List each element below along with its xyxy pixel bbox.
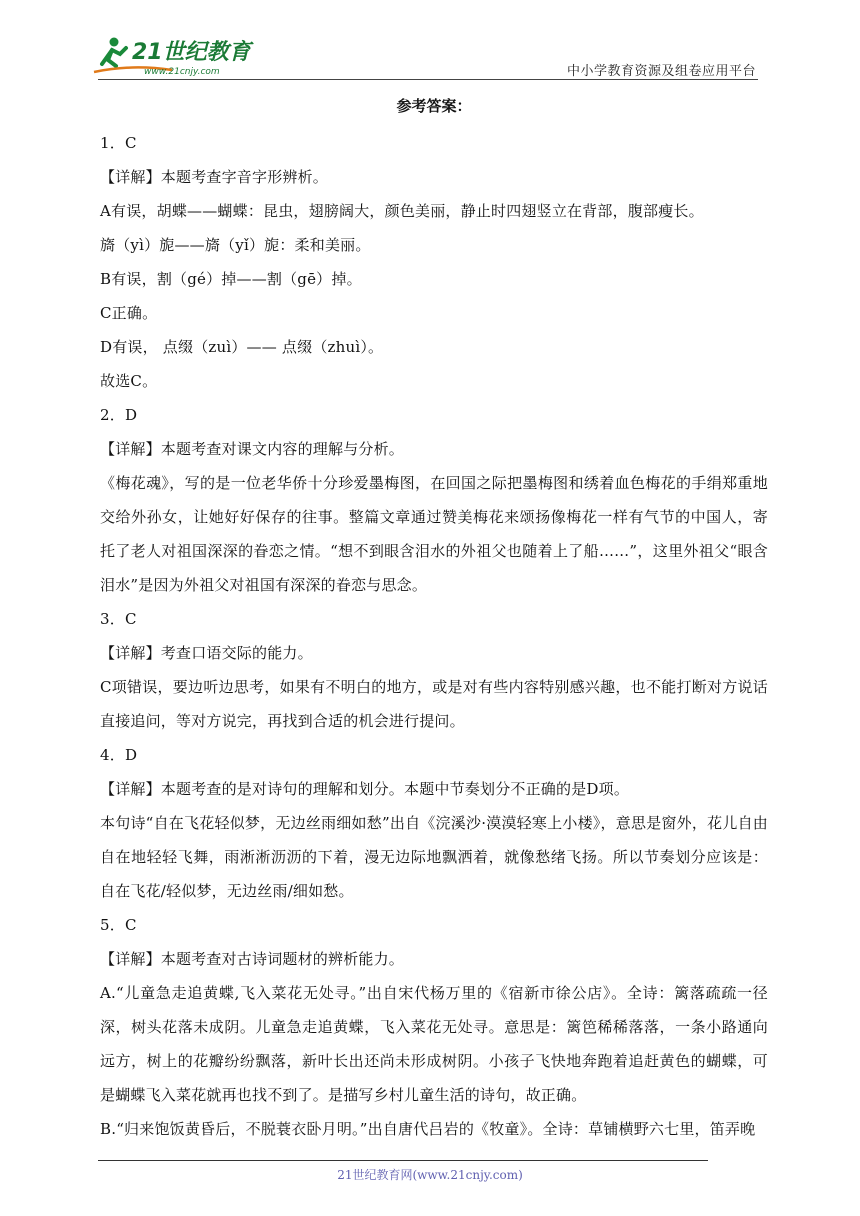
answer-line: 旖（yì）旎——旖（yǐ）旎：柔和美丽。 xyxy=(100,236,371,254)
answer-line: B有误，割（gé）掉——割（gē）掉。 xyxy=(100,270,362,288)
answer-line: 2．D xyxy=(100,406,138,424)
svg-text:21世纪教育: 21世纪教育 xyxy=(132,40,251,65)
answers-title: 参考答案： xyxy=(396,97,472,115)
answer-paragraph: C项错误，要边听边思考，如果有不明白的地方，或是对有些内容特别感兴趣，也不能打断对方说话直接追问，等对方说完，再找到合适的机会进行提问。 xyxy=(100,678,768,730)
answer-paragraph: 《梅花魂》，写的是一位老华侨十分珍爱墨梅图，在回国之际把墨梅图和绣着血色梅花的手绢郑重地交给外孙女，让她好好保存的往事。整篇文章通过赞美梅花来颂扬像梅花一样有气节的中国人，寄托了老人对祖国深深的眷恋之情。“想不到眼含泪水的外祖父也随着上了船……”，这里外祖父“眼含泪水”是因为外祖父对祖国有深深的眷恋与思念。 xyxy=(100,474,768,594)
answer-line: 3．C xyxy=(100,610,137,628)
answer-line: 【详解】本题考查的是对诗句的理解和划分。本题中节奏划分不正确的是D项。 xyxy=(100,780,630,798)
answer-line: 4．D xyxy=(100,746,138,764)
answer-line: B.“归来饱饭黄昏后，不脱蓑衣卧月明。”出自唐代吕岩的《牧童》。全诗：草铺横野六七里，笛弄晚 xyxy=(100,1120,756,1138)
answer-line: 故选C。 xyxy=(100,372,158,390)
header-divider xyxy=(98,79,758,80)
site-logo xyxy=(92,34,262,78)
answer-content xyxy=(100,96,768,1146)
answer-line: 1．C xyxy=(100,134,137,152)
answer-line: A有误，胡蝶——蝴蝶：昆虫，翅膀阔大，颜色美丽，静止时四翅竖立在背部，腹部瘦长。 xyxy=(100,202,704,220)
answer-paragraph: 本句诗“自在飞花轻似梦，无边丝雨细如愁”出自《浣溪沙·漠漠轻寒上小楼》，意思是窗外，花儿自由自在地轻轻飞舞，雨淅淅沥沥的下着，漫无边际地飘洒着，就像愁绪飞扬。所以节奏划分应该是：自在飞花/轻似梦，无边丝雨/细如愁。 xyxy=(100,814,768,900)
page-header xyxy=(0,0,860,82)
svg-text:www.21cnjy.com: www.21cnjy.com xyxy=(144,67,220,77)
answer-paragraph: A.“儿童急走追黄蝶,飞入菜花无处寻。”出自宋代杨万里的《宿新市徐公店》。全诗：篱落疏疏一径深，树头花落未成阴。儿童急走追黄蝶，飞入菜花无处寻。意思是：篱笆稀稀落落，一条小路通向远方，树上的花瓣纷纷飘落，新叶长出还尚未形成树阴。小孩子飞快地奔跑着追赶黄色的蝴蝶，可是蝴蝶飞入菜花就再也找不到了。是描写乡村儿童生活的诗句，故正确。 xyxy=(100,984,768,1104)
answer-line: C正确。 xyxy=(100,304,158,322)
answer-line: 【详解】本题考查对古诗词题材的辨析能力。 xyxy=(100,950,405,968)
platform-name: 中小学教育资源及组卷应用平台 xyxy=(566,64,756,79)
footer-divider xyxy=(98,1160,708,1161)
answer-line: 【详解】本题考查字音字形辨析。 xyxy=(100,168,329,186)
answer-line: 5．C xyxy=(100,916,137,934)
answer-line: D有误， 点缀（zuì）—— 点缀（zhuì）。 xyxy=(100,338,384,356)
answer-line: 【详解】考查口语交际的能力。 xyxy=(100,644,313,662)
footer-text: 21世纪教育网(www.21cnjy.com) xyxy=(337,1168,523,1182)
answer-line: 【详解】本题考查对课文内容的理解与分析。 xyxy=(100,440,405,458)
